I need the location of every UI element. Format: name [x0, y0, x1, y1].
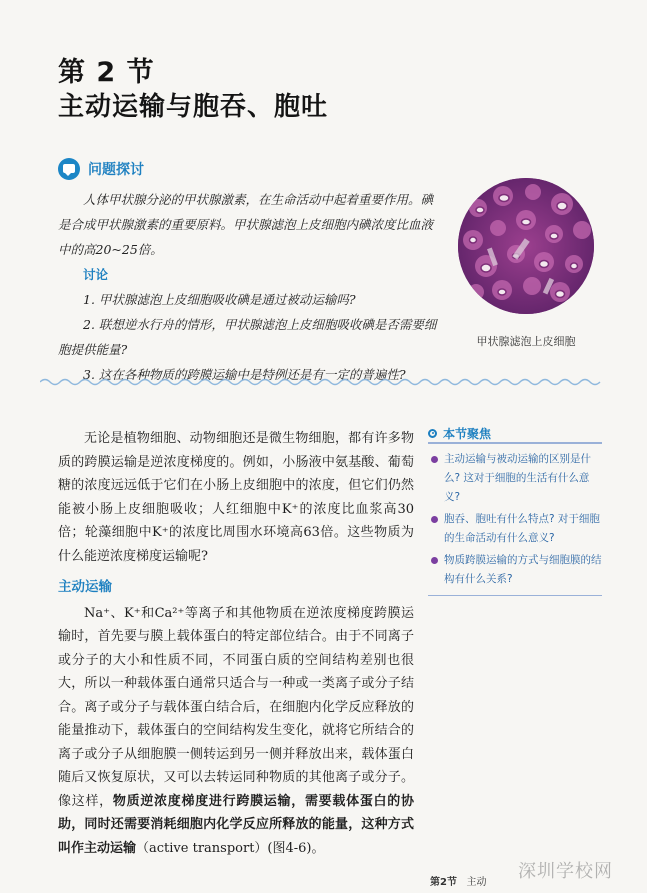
- active-transport-paragraph: [58, 602, 414, 861]
- section-number: 第 2 节: [58, 57, 155, 88]
- focus-list: [428, 450, 602, 589]
- footer-running-title: 主动: [466, 877, 487, 888]
- page-footer: [430, 873, 487, 888]
- subheading-active-transport: 主动运输: [58, 579, 112, 595]
- definition-bold-text: 物质逆浓度梯度进行跨膜运输，需要载体蛋白的协助，同时还需要消耗细胞内化学反应所释放的能量，这种方式叫作主动运输: [58, 793, 414, 856]
- micrograph-image: [458, 178, 594, 314]
- discussion-question: 2. 联想逆水行舟的情形，甲状腺滤泡上皮细胞吸收碘是否需要细胞提供能量?: [58, 317, 437, 357]
- discussion-question: 3. 这在各种物质的跨膜运输中是特例还是有一定的普遍性?: [83, 367, 406, 382]
- micrograph-caption: 甲状腺滤泡上皮细胞: [476, 335, 576, 348]
- wavy-divider: [40, 376, 610, 388]
- discussion-label: 讨论: [83, 267, 109, 282]
- focus-label: 本节聚焦: [443, 426, 492, 441]
- body-plain-text: Na⁺、K⁺和Ca²⁺等离子和其他物质在逆浓度梯度跨膜运输时，首先要与膜上载体蛋白的特定部位结合。由于不同离子或分子的大小和性质不同，不同蛋白质的空间结构差别也很大，所以一种载体蛋白通常只适合与一种或一类离子或分子结合。离子或分子与载体蛋白结合后，在细胞内化学反应释放的能量推动下，载体蛋白的空间结构发生变化，就将它所结合的离子或分子从细胞膜一侧转运到另一侧并释放出来，载体蛋白随后又恢复原状，又可以去转运同种物质的其他离子或分子。像这样，: [58, 605, 414, 809]
- focus-item: 主动运输与被动运输的区别是什么? 这对于细胞的生活有什么意义?: [428, 450, 602, 507]
- focus-header: [428, 424, 602, 444]
- section-focus-box: [428, 424, 602, 596]
- speech-bubble-icon: [58, 158, 80, 180]
- section-title: 主动运输与胞吞、胞吐: [58, 92, 329, 122]
- focus-item: 物质跨膜运输的方式与细胞膜的结构有什么关系?: [428, 551, 602, 589]
- target-icon: [428, 429, 437, 438]
- intro-paragraph: 无论是植物细胞、动物细胞还是微生物细胞，都有许多物质的跨膜运输是逆浓度梯度的。例如，小肠液中氨基酸、葡萄糖的浓度远远低于它们在小肠上皮细胞中的浓度，但它们仍然能被小肠上皮细胞吸收；人红细胞中K⁺的浓度比血浆高30倍；轮藻细胞中K⁺的浓度比周围水环境高63倍。这些物质为什么能逆浓度梯度运输呢?: [58, 431, 414, 564]
- body-end-text: （active transport）(图4-6)。: [136, 840, 325, 856]
- discussion-question: 1. 甲状腺滤泡上皮细胞吸收碘是通过被动运输吗?: [83, 292, 356, 307]
- thyroid-micrograph: [458, 178, 594, 314]
- problem-paragraph: 人体甲状腺分泌的甲状腺激素，在生命活动中起着重要作用。碘是合成甲状腺激素的重要原料。甲状腺滤泡上皮细胞内碘浓度比血液中的高20~25倍。: [58, 192, 434, 257]
- main-text: [58, 427, 414, 860]
- focus-bottom-rule: [428, 595, 602, 596]
- focus-item: 胞吞、胞吐有什么特点? 对于细胞的生命活动有什么意义?: [428, 510, 602, 548]
- problem-header: [58, 158, 144, 180]
- footer-section: 第2节: [430, 877, 457, 888]
- watermark: 深圳学校网: [518, 861, 613, 882]
- problem-label: 问题探讨: [88, 162, 144, 178]
- problem-text: [58, 187, 443, 387]
